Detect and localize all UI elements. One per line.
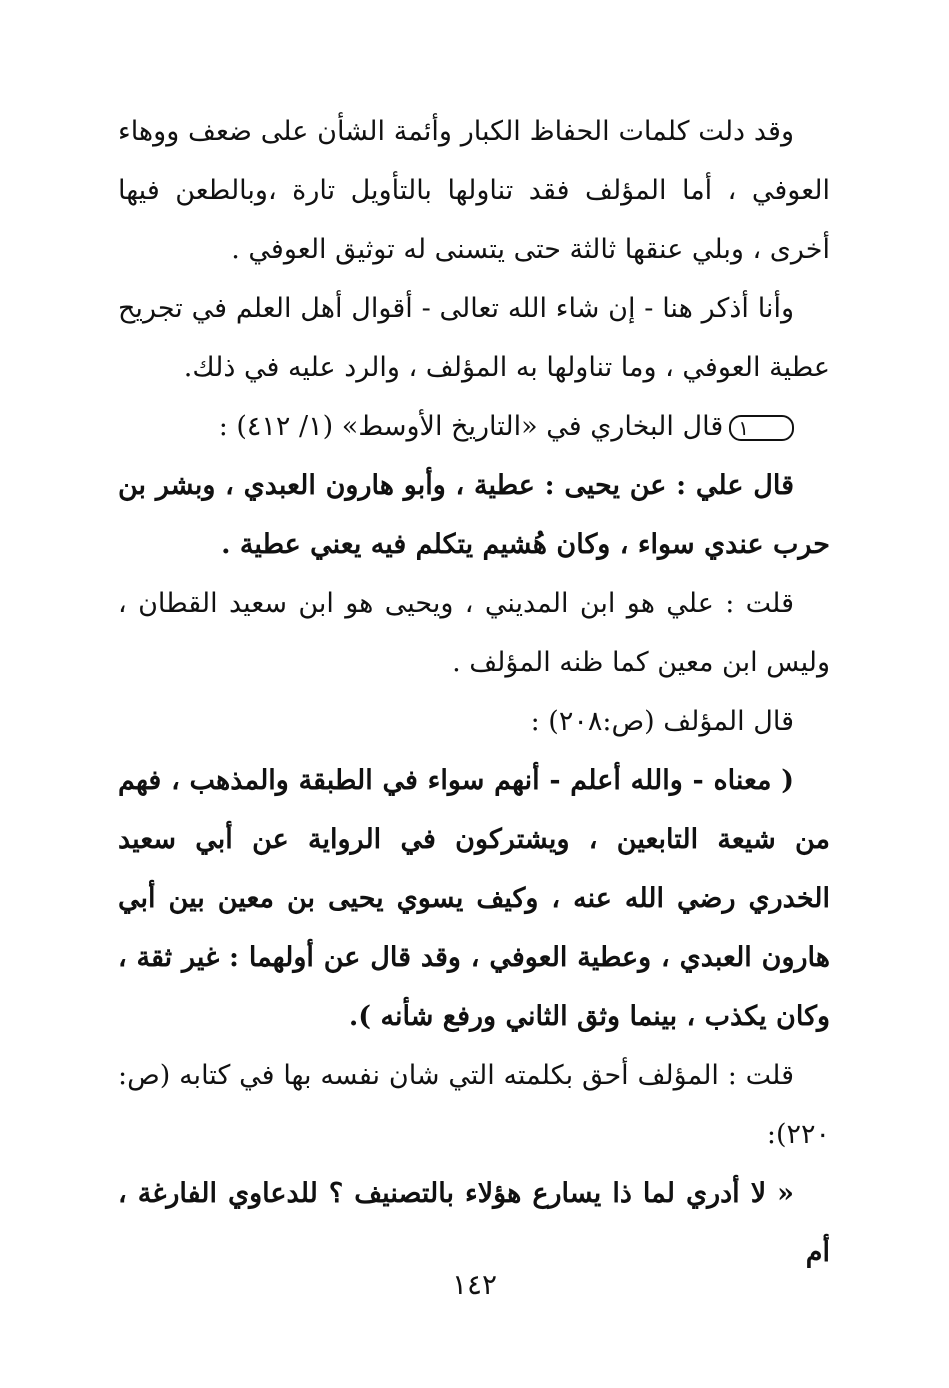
page-number: ١٤٢ [451,1268,498,1301]
paragraph-final-quote: « لا أدري لما ذا يسارع هؤلاء بالتصنيف ؟ للدعاوي الفارغة ، أم [118,1178,830,1268]
paragraph-quote-ali: قال علي : عن يحيى : عطية ، وأبو هارون العبدي ، وبشر بن حرب عندي سواء ، وكان هُشيم يتكلم فيه يعني عطية . [118,470,830,560]
paragraph-bukhari-citation [118,397,830,456]
citation-text: قال البخاري في «التاريخ الأوسط» (١/ ٤١٢) : [218,411,724,442]
paragraph-author-ref: قال المؤلف (ص:٢٠٨) : [530,706,794,737]
page-body [118,102,830,1282]
paragraph-intro: وقد دلت كلمات الحفاظ الكبار وأئمة الشأن على ضعف ووهاء العوفي ، أما المؤلف فقد تناولها بالتأويل تارة ،وبالطعن فيها أخرى ، وبلي عنقها ثالثة حتى يتسنى له توثيق العوفي . [118,116,830,265]
paragraph-comment-1: قلت : علي هو ابن المديني ، ويحيى هو ابن سعيد القطان ، وليس ابن معين كما ظنه المؤلف . [118,588,830,678]
item-number-badge: ١ [729,415,794,441]
paragraph-author-quote: ( معناه - والله أعلم - أنهم سواء في الطبقة والمذهب ، فهم من شيعة التابعين ، ويشتركون في الرواية عن أبي سعيد الخدري رضي الله عنه ، وكيف يسوي يحيى بن معين بين أبي هارون العبدي ، وعطية العوفي ، وقد قال عن أولهما : غير ثقة ، وكان يكذب ، بينما وثق الثاني ورفع شأنه ). [118,765,830,1032]
paragraph-comment-2: قلت : المؤلف أحق بكلمته التي شان نفسه بها في كتابه (ص: ٢٢٠): [118,1060,830,1150]
paragraph-plan: وأنا أذكر هنا - إن شاء الله تعالى - أقوال أهل العلم في تجريح عطية العوفي ، وما تناولها به المؤلف ، والرد عليه في ذلك. [118,293,830,383]
